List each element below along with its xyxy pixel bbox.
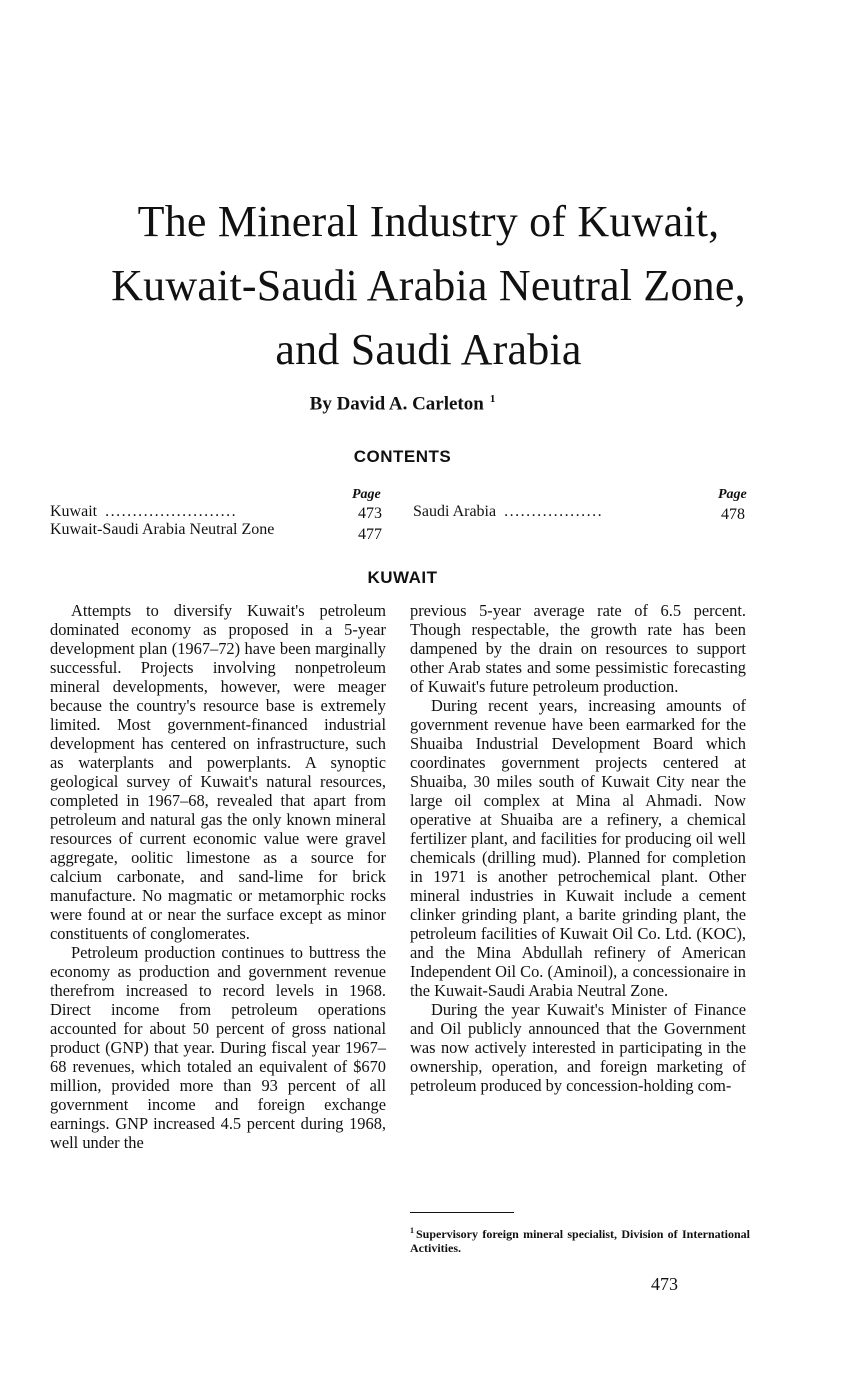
contents-heading: CONTENTS: [353, 447, 452, 466]
byline: [0, 393, 805, 415]
toc-entry-label: Kuwait: [50, 503, 98, 520]
paragraph: Attempts to diversify Kuwait's petroleum dominated economy as proposed in a 5-year development plan (1967–72) have been marginally successful. Projects involving nonpetroleum mineral developments, however, were meager because the country's resource base is extremely limited. Most government-financed industrial development has centered on infrastructure, such as waterplants and powerplants. A synoptic geological survey of Kuwait's natural resources, completed in 1967–68, revealed that apart from petroleum and natural gas the only known mineral resources of current economic value were gravel aggregate, oolitic limestone as a source for calcium carbonate, and sand-lime for brick manufacture. No magmatic or metamorphic rocks were found at or near the surface except as minor constituents of conglomerates.: [50, 601, 386, 943]
title-line: Kuwait-Saudi Arabia Neutral Zone,: [111, 261, 746, 310]
toc-page-label-right: Page: [718, 487, 747, 502]
section-heading: KUWAIT: [367, 568, 438, 587]
footnote-divider: [410, 1212, 514, 1213]
toc-entry-leader: ........................: [105, 503, 238, 520]
paragraph: previous 5-year average rate of 6.5 percent. Though respectable, the growth rate has been dampened by the drain on resources to support other Arab states and some pessimistic forecasting of Kuwait's future petroleum production.: [410, 601, 746, 696]
page-number: 473: [651, 1274, 678, 1294]
toc-entry-page: 478: [721, 506, 745, 523]
title-line: The Mineral Industry of Kuwait,: [137, 197, 720, 246]
toc-entry-page: 473: [358, 505, 382, 522]
toc-entry: [50, 502, 237, 522]
document-title: [40, 190, 817, 382]
paragraph: During the year Kuwait's Minister of Finance and Oil publicly announced that the Government was now actively interested in participating in the ownership, operation, and foreign marketing of petroleum produced by concession-holding com-: [410, 1000, 746, 1095]
footnote: [410, 1224, 750, 1255]
toc-page-label-left: Page: [352, 487, 381, 502]
body-column-left: [50, 601, 386, 1152]
toc-entry-label: Saudi Arabia: [413, 503, 497, 520]
toc-entry: [50, 520, 274, 540]
toc-entry: [413, 502, 603, 522]
paragraph: During recent years, increasing amounts of government revenue have been earmarked for the Shuaiba Industrial Development Board which coordinates government projects centered at Shuaiba, 30 miles south of Kuwait City near the large oil complex at Mina al Ahmadi. Now operative at Shuaiba are a refinery, a chemical fertilizer plant, and facilities for producing oil well chemicals (drilling mud). Planned for completion in 1971 is another petrochemical plant. Other mineral industries in Kuwait include a cement clinker grinding plant, a barite grinding plant, the petroleum facilities of Kuwait Oil Co. Ltd. (KOC), and the Mina Abdullah refinery of American Independent Oil Co. (Aminoil), a concessionaire in the Kuwait-Saudi Arabia Neutral Zone.: [410, 696, 746, 1000]
title-line: and Saudi Arabia: [275, 325, 582, 374]
author-footnote-marker: 1: [489, 393, 496, 405]
footnote-marker: 1: [410, 1226, 414, 1235]
toc-entry-label: Kuwait-Saudi Arabia Neutral Zone: [50, 521, 275, 538]
body-column-right: [410, 601, 746, 1095]
paragraph: Petroleum production continues to buttress the economy as production and government revenue therefrom increased to record levels in 1968. Direct income from petroleum operations accounted for about 50 percent of gross national product (GNP) that year. During fiscal year 1967–68 revenues, which totaled an equivalent of $670 million, provided more than 93 percent of all government income and foreign exchange earnings. GNP increased 4.5 percent during 1968, well under the: [50, 943, 386, 1152]
toc-entry-page: 477: [358, 526, 382, 543]
footnote-text: Supervisory foreign mineral specialist, Division of International Activities.: [410, 1227, 750, 1255]
author-name: By David A. Carleton: [309, 393, 484, 415]
toc-entry-leader: ..................: [504, 503, 604, 520]
